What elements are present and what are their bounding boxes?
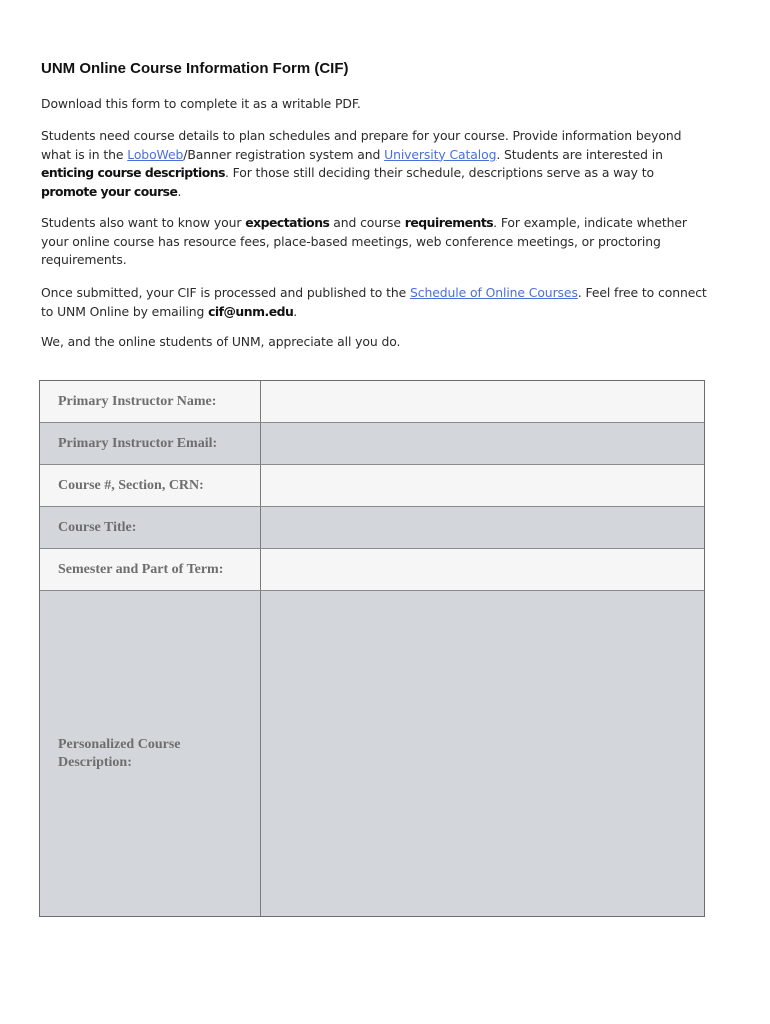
p3-text-2: and course [329, 215, 405, 230]
instructor-email-row [40, 423, 704, 465]
instructor-name-row [40, 381, 704, 423]
course-title-row [40, 507, 704, 549]
p4-text-2: . Feel free to connect to UNM Online by emailing [41, 285, 707, 319]
course-description-row [40, 591, 704, 916]
p4-text-1: Once submitted, your CIF is processed and published to the [41, 285, 411, 300]
schedule-online-courses-link[interactable]: Schedule of Online Courses [410, 285, 578, 300]
appreciation-paragraph: We, and the online students of UNM, appreciate all you do. [41, 334, 401, 349]
course-number-label: Course #, Section, CRN: [40, 465, 261, 506]
form-title: UNM Online Course Information Form (CIF) [41, 60, 349, 77]
loboweb-link[interactable]: LoboWeb [127, 146, 184, 162]
enticing-descriptions-bold: enticing course descriptions [41, 165, 225, 180]
course-number-field[interactable] [261, 465, 704, 506]
course-description-field[interactable] [261, 591, 704, 916]
p2-text-5: . [177, 183, 182, 199]
p4-text-3: . [293, 303, 298, 319]
promote-course-bold: promote your course [41, 183, 178, 199]
cif-email-bold: cif@unm.edu [208, 303, 294, 319]
expectations-paragraph [41, 214, 709, 270]
course-title-field[interactable] [261, 507, 704, 548]
requirements-bold: requirements [404, 215, 494, 230]
course-number-row [40, 465, 704, 507]
semester-field[interactable] [261, 549, 704, 590]
p2-text-2: /Banner registration system and [183, 146, 385, 162]
course-title-label: Course Title: [40, 507, 261, 548]
p3-text-1: Students also want to know your [41, 215, 246, 230]
instructor-name-label: Primary Instructor Name: [40, 381, 261, 422]
course-details-paragraph [41, 127, 709, 201]
p2-text-4: . For those still deciding their schedule, descriptions serve as a way to [224, 165, 654, 180]
instructor-email-label: Primary Instructor Email: [40, 423, 261, 464]
semester-label: Semester and Part of Term: [40, 549, 261, 590]
instructor-name-field[interactable] [261, 381, 704, 422]
submission-paragraph [41, 284, 709, 321]
expectations-bold: expectations [245, 215, 330, 230]
p3-text-3: . For example, indicate whether your online course has resource fees, place-based meetings, web conference meetings, or proctoring requirements. [41, 215, 687, 267]
intro-paragraph: Download this form to complete it as a writable PDF. [41, 96, 361, 111]
course-description-label: Personalized Course Description: [40, 591, 261, 916]
p2-text-3: . Students are interested in [496, 146, 663, 162]
instructor-email-field[interactable] [261, 423, 704, 464]
semester-row [40, 549, 704, 591]
course-information-table [39, 380, 705, 917]
p2-text-1: Students need course details to plan schedules and prepare for your course. Provide information beyond what is in the [41, 128, 682, 162]
university-catalog-link[interactable]: University Catalog [384, 146, 497, 162]
